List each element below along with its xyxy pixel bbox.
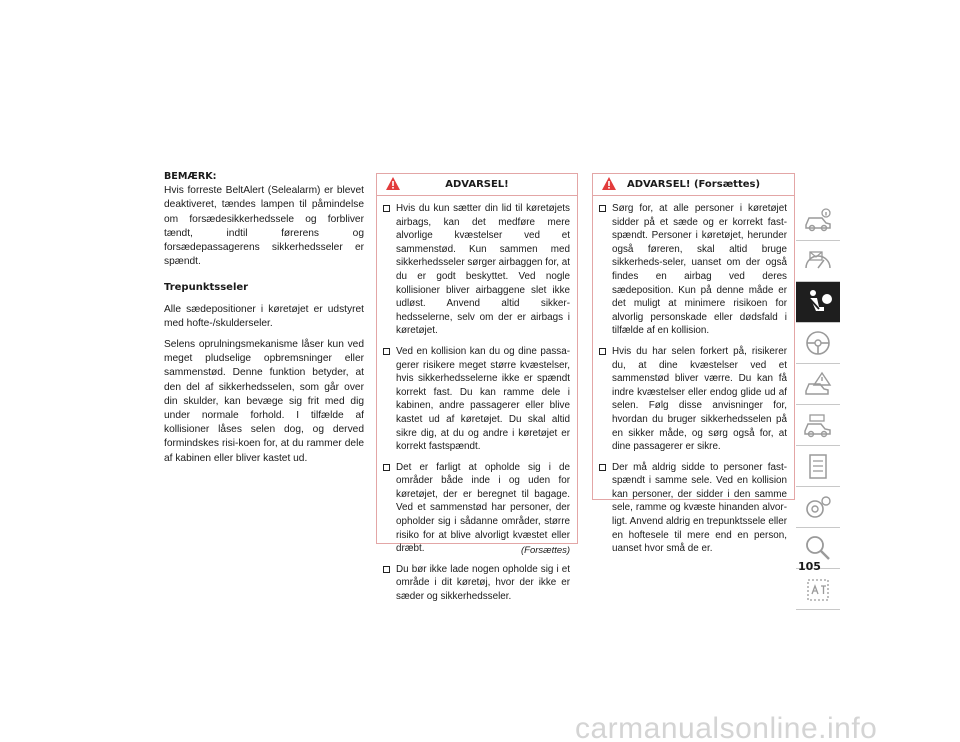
car-crash-warning-icon (802, 369, 834, 400)
checkbox-bullet-icon (383, 205, 390, 212)
warning-item: Der må aldrig sidde to personer fast-spændt i samme sele. Ved en kollision kan personer, der sidder i den samme sele, ramme og kvæste hinanden alvor-ligt. Anvend aldrig en trepunktssele eller en hoftesele til mere end en person, uanset hvor små de er. (599, 461, 787, 556)
tab-car-info[interactable] (796, 200, 840, 241)
warning-item: Du bør ikke lade nogen opholde sig i et område i dit køretøj, hvor der ikke er sæder og sikkerhedsseler. (383, 563, 570, 604)
warning-item: Det er farligt at opholde sig i de områder både inde i og uden for køretøjet, der er beregnet til bagage. Ved et sammenstød har personer, der opholder sig i sådanne områder, større risiko for at blive alvorligt kvæstet eller dræbt. (383, 461, 570, 556)
page-number: 105 (798, 560, 821, 573)
note-label: BEMÆRK: (164, 171, 217, 182)
tab-emergency[interactable] (796, 364, 840, 405)
steering-wheel-icon (802, 328, 834, 359)
seatbelt-airbag-icon (802, 287, 834, 318)
warning-title: ADVARSEL! (Forsættes) (626, 179, 761, 190)
checkbox-bullet-icon (383, 348, 390, 355)
warning-item: Hvis du har selen forkert på, risikerer du, at dine kvæstelser ved et sammenstød bliver værre. Du kan få indre kvæstelser eller endog glide ud af selen. Følg disse anvisninger for, hvordan du bruger sikkerhedsselen på en sikker måde, og sørg også for, at dine passagerer er sikre. (599, 345, 787, 454)
paragraph-2: Selens oprulningsmekanisme låser kun ved meget pludselige opbremsninger eller sammenstød. Denne funktion betyder, at den del af sikkerhedsselen, som går over din skulder, kan bevæge sig frit med dig under normale forhold. I tilfælde af kollisioner låses selen dog, og derved formindskes risi-koen for, at du rammer dele af kabinen eller bliver kastet ud. (164, 339, 364, 464)
checkbox-bullet-icon (383, 566, 390, 573)
watermark: carmanualsonline.info (575, 712, 878, 742)
checkbox-bullet-icon (599, 464, 606, 471)
tab-language[interactable] (796, 569, 840, 610)
checkbox-bullet-icon (599, 348, 606, 355)
warning-item: Ved en kollision kan du og dine passa-gerer risikere meget større kvæstelser, hvis sikkerhedsselerne ikke er spændt korrekt fast. Du kan ramme dele i kabinen, andre passagerer eller blive kastet ud af køretøjet. Du skal altid sikre dig, at du og andre i køretøjet er korrekt fastspændt. (383, 345, 570, 454)
tab-specifications[interactable] (796, 487, 840, 528)
dashboard-mail-icon (802, 246, 834, 277)
warning-box-2 (592, 173, 795, 555)
tab-dashboard[interactable] (796, 241, 840, 282)
warning-item: Hvis du kun sætter din lid til køretøjets airbags, kan det medføre mere alvorlige kvæstelser ved et sammenstød. Kun sammen med sikkerhedsseler sørger airbaggen for, at du er godt beskyttet. Ved nogle kollisioner bliver airbaggene slet ikke udløst. Anvend altid sikker-hedsselerne, selv om der er airbags i køretøjet. (383, 202, 570, 338)
warning-title: ADVARSEL! (445, 179, 509, 190)
tab-safety[interactable] (796, 282, 840, 323)
car-service-icon (802, 410, 834, 441)
paragraph-1: Alle sædepositioner i køretøjet er udstyret med hofte-/skulderseler. (164, 303, 364, 329)
warning-header (377, 174, 577, 196)
checkbox-bullet-icon (599, 205, 606, 212)
chapter-tabs (796, 200, 840, 610)
tab-driving[interactable] (796, 323, 840, 364)
warning-list (593, 196, 794, 569)
warning-header (593, 174, 794, 196)
tab-maintenance[interactable] (796, 446, 840, 487)
checkbox-bullet-icon (383, 464, 390, 471)
tab-service[interactable] (796, 405, 840, 446)
continued-label: (Forsættes) (521, 545, 571, 556)
car-info-icon (802, 205, 834, 236)
language-icon (802, 574, 834, 605)
left-column (164, 170, 364, 473)
specifications-icon (802, 492, 834, 523)
maintenance-checklist-icon (802, 451, 834, 482)
section-heading: Trepunktsseler (164, 282, 249, 294)
warning-item: Sørg for, at alle personer i køretøjet sidder på et sæde og er korrekt fast-spændt. Personer i køretøjet, herunder også føreren, skal altid bruge sikkerheds-seler, uanset om der også findes en airbag ved deres sædeposition. Kun på denne måde er det muligt at minimere risikoen for alvorlig personskade eller dødsfald i tilfælde af en kollision. (599, 202, 787, 338)
note-text: Hvis forreste BeltAlert (Selealarm) er blevet deaktiveret, tændes lampen til påmindelse om forsædesikkerhedssele og forbliver tændt, indtil førerens og forsædepassagerens sikkerhedsseler er spændt. (164, 185, 364, 268)
